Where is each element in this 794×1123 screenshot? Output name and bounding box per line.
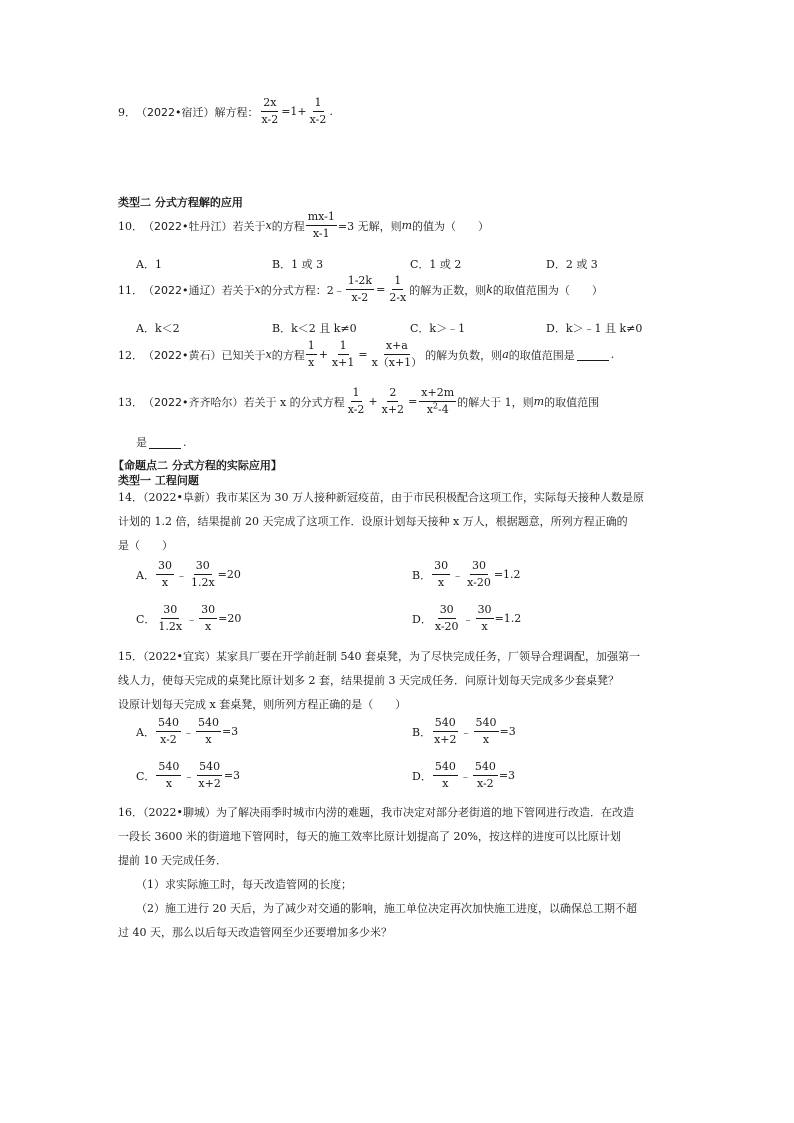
q11-option-c: C．k＞﹣1 bbox=[410, 322, 466, 335]
q14-d-minus: ﹣ bbox=[462, 612, 474, 626]
q13-fraction-2 bbox=[380, 386, 406, 417]
q14-b-frac1 bbox=[432, 559, 450, 590]
q14-d-frac2 bbox=[476, 603, 494, 634]
q15-d-minus: ﹣ bbox=[459, 769, 471, 783]
q14-c-label: C． bbox=[136, 612, 156, 626]
q15-option-b bbox=[412, 716, 516, 747]
q13-f1-den: x-2 bbox=[347, 403, 365, 416]
q14-d-frac1 bbox=[433, 603, 461, 634]
q13-plus: + bbox=[368, 395, 378, 408]
q13-line2 bbox=[136, 434, 187, 450]
q12-post: 的解为负数，则 bbox=[425, 348, 503, 362]
q15-d-n2: 540 bbox=[473, 760, 498, 776]
q16-line2: 一段长 3600 米的街道地下管网时，每天的施工效率比原计划提高了 20%，按这样的进度可以比原计划 bbox=[118, 830, 621, 843]
q11-option-d: D．k＞﹣1 且 k≠0 bbox=[546, 322, 643, 335]
q13-f3-den-sup: 2 bbox=[432, 401, 438, 411]
q15-option-d bbox=[412, 760, 515, 791]
q15-c-frac2 bbox=[196, 760, 222, 791]
q13-eq: = bbox=[408, 395, 418, 408]
q12-f2-num: 1 bbox=[338, 339, 349, 355]
q9-fraction-1 bbox=[259, 96, 280, 127]
q14-b-minus: ﹣ bbox=[452, 568, 464, 582]
q9-number: 9． bbox=[118, 105, 136, 119]
q11-post: 的解为正数，则 bbox=[409, 283, 487, 297]
q13-fraction-1 bbox=[346, 386, 367, 417]
q13-pre: 若关于 x 的分式方程 bbox=[243, 395, 345, 409]
q14-a-rhs: =20 bbox=[217, 568, 241, 581]
q16-line1: 16．（2022•聊城）为了解决雨季时城市内涝的难题，我市决定对部分老街道的地下管网进行改造．在改造 bbox=[118, 806, 634, 819]
q11-fraction-2 bbox=[387, 274, 408, 305]
q10-option-c: C．1 或 2 bbox=[410, 258, 462, 271]
q11-var2: k bbox=[486, 283, 493, 296]
q15-b-minus: ﹣ bbox=[460, 725, 472, 739]
q10-fraction bbox=[306, 210, 337, 241]
q10-var: x bbox=[265, 219, 272, 232]
q10-post2: 的值为（ ） bbox=[412, 219, 490, 233]
q14-c-rhs: =20 bbox=[218, 612, 242, 625]
q12-f3-num: x+a bbox=[384, 339, 410, 355]
q15-d-d1: x bbox=[442, 777, 449, 790]
q12-number: 12． bbox=[118, 348, 143, 362]
q13-end: . bbox=[183, 435, 187, 449]
q14-option-b bbox=[412, 559, 521, 590]
q14-c-minus: ﹣ bbox=[186, 612, 198, 626]
q15-d-frac2 bbox=[473, 760, 498, 791]
q11-mid: 的分式方程：2﹣ bbox=[260, 283, 345, 297]
q14-d-label: D． bbox=[412, 612, 432, 626]
q14-c-d2: x bbox=[205, 620, 212, 633]
q15-option-a bbox=[136, 716, 238, 747]
q13-f3-num: x+2m bbox=[419, 386, 456, 402]
q9-f2-den: x-2 bbox=[309, 113, 327, 126]
q14-d-rhs: =1.2 bbox=[494, 612, 522, 625]
type1-heading: 类型一 工程问题 bbox=[118, 474, 199, 487]
q14-c-n2: 30 bbox=[199, 603, 217, 619]
type2-heading: 类型二 分式方程解的应用 bbox=[118, 196, 243, 209]
q14-b-d1: x bbox=[437, 576, 445, 589]
q14-a-label: A． bbox=[136, 568, 155, 582]
q16-sub1: （1）求实际施工时，每天改造管网的长度； bbox=[136, 878, 352, 891]
q9-end: . bbox=[329, 105, 333, 118]
q11-post2: 的取值范围为（ ） bbox=[492, 283, 603, 297]
q11-f2-den: 2-x bbox=[389, 291, 407, 304]
q14-b-n1: 30 bbox=[432, 559, 450, 575]
q12-pre: 已知关于 bbox=[221, 348, 266, 362]
q14-line3: 是（ ） bbox=[118, 539, 173, 552]
q15-line3: 设原计划每天完成 x 套桌凳，则所列方程正确的是（ ） bbox=[118, 698, 407, 711]
q11-option-a: A．k＜2 bbox=[136, 322, 180, 335]
q11-number: 11． bbox=[118, 283, 143, 297]
q10-f-num: mx-1 bbox=[306, 210, 337, 226]
q12-var: x bbox=[265, 348, 272, 361]
q14-d-n2: 30 bbox=[476, 603, 494, 619]
q13-fraction-3 bbox=[419, 386, 456, 417]
q10-option-a: A．1 bbox=[136, 258, 162, 271]
q15-a-d2: x bbox=[205, 733, 212, 746]
q15-c-label: C． bbox=[136, 769, 156, 783]
q11-var: x bbox=[254, 283, 261, 296]
q15-c-d2: x+2 bbox=[198, 777, 221, 790]
q12-fraction-1 bbox=[306, 339, 317, 370]
q15-a-frac1 bbox=[156, 716, 181, 747]
q15-line1: 15．（2022•宜宾）某家具厂要在开学前赶制 540 套桌凳，为了尽快完成任务，厂领导合理调配，加强第一 bbox=[118, 650, 640, 663]
q15-line2: 线人力，使每天完成的桌凳比原计划多 2 套，结果提前 3 天完成任务．问原计划每天完成多少套桌凳？ bbox=[118, 674, 619, 687]
q15-option-c bbox=[136, 760, 240, 791]
q12-f3-den: x（x+1） bbox=[371, 356, 423, 369]
q15-c-frac1 bbox=[156, 760, 181, 791]
q11-eq: = bbox=[376, 283, 386, 296]
q11-f1-num: 1-2k bbox=[346, 274, 374, 290]
q15-c-d1: x bbox=[165, 777, 173, 790]
q13-number: 13． bbox=[118, 395, 143, 409]
q9-fraction-2 bbox=[308, 96, 329, 127]
q13-post2: 的取值范围 bbox=[544, 395, 600, 409]
q13-f1-num: 1 bbox=[351, 386, 362, 402]
q14-d-d1: x-20 bbox=[434, 620, 459, 633]
question-10 bbox=[118, 210, 489, 241]
q14-c-n1: 30 bbox=[161, 603, 179, 619]
question-9 bbox=[118, 96, 333, 127]
q16-sub2b: 过 40 天，那么以后每天改造管网至少还要增加多少米？ bbox=[118, 926, 392, 939]
q11-option-b: B．k＜2 且 k≠0 bbox=[272, 322, 357, 335]
q16-line3: 提前 10 天完成任务． bbox=[118, 854, 227, 867]
q14-a-d1: x bbox=[161, 576, 169, 589]
q12-fraction-3 bbox=[370, 339, 425, 370]
q12-eq: = bbox=[358, 348, 368, 361]
q14-a-n1: 30 bbox=[156, 559, 174, 575]
q12-fraction-2 bbox=[330, 339, 356, 370]
q15-a-n1: 540 bbox=[156, 716, 181, 732]
q14-d-d2: x bbox=[481, 620, 488, 633]
q13-f2-den: x+2 bbox=[381, 403, 405, 416]
q15-d-n1: 540 bbox=[433, 760, 458, 776]
q13-post: 的解大于 1，则 bbox=[457, 395, 534, 409]
q10-post: =3 无解，则 bbox=[337, 219, 402, 233]
q15-c-n2: 540 bbox=[197, 760, 222, 776]
q9-f2-num: 1 bbox=[313, 96, 324, 112]
q15-a-label: A． bbox=[136, 725, 155, 739]
topic2-heading: 【命题点二 分式方程的实际应用】 bbox=[113, 459, 282, 472]
q15-a-minus: ﹣ bbox=[182, 725, 194, 739]
q13-var2: m bbox=[533, 395, 545, 408]
q15-d-d2: x-2 bbox=[476, 777, 494, 790]
q15-b-rhs: =3 bbox=[499, 725, 516, 738]
q10-var2: m bbox=[401, 219, 413, 232]
q14-b-rhs: =1.2 bbox=[493, 568, 521, 581]
q9-text: 解方程： bbox=[214, 105, 259, 119]
q14-c-frac1 bbox=[156, 603, 184, 634]
q13-f3-den-b: -4 bbox=[438, 403, 449, 416]
question-12 bbox=[118, 339, 614, 370]
q15-b-n1: 540 bbox=[433, 716, 458, 732]
q13-f2-num: 2 bbox=[387, 386, 398, 402]
q14-a-frac1 bbox=[156, 559, 174, 590]
q14-a-d2: 1.2x bbox=[190, 576, 215, 589]
q10-number: 10． bbox=[118, 219, 143, 233]
q14-option-c bbox=[136, 603, 241, 634]
q12-f2-den: x+1 bbox=[331, 356, 355, 369]
q14-line1: 14．（2022•阜新）我市某区为 30 万人接种新冠疫苗，由于市民积极配合这项工作，实际每天接种人数是原 bbox=[118, 491, 644, 504]
q12-answer-blank[interactable] bbox=[577, 348, 609, 361]
q15-b-d2: x bbox=[482, 733, 490, 746]
q10-option-d: D．2 或 3 bbox=[546, 258, 598, 271]
q14-a-frac2 bbox=[189, 559, 217, 590]
q12-post2: 的取值范围是 bbox=[508, 348, 575, 362]
q14-b-frac2 bbox=[465, 559, 493, 590]
q15-a-d1: x-2 bbox=[160, 733, 177, 746]
q15-c-n1: 540 bbox=[156, 760, 181, 776]
q13-source: （2022•齐齐哈尔） bbox=[143, 395, 244, 409]
q10-option-b: B．1 或 3 bbox=[272, 258, 324, 271]
q9-source: （2022•宿迁） bbox=[136, 105, 215, 119]
q15-b-label: B． bbox=[412, 725, 432, 739]
q13-f3-den-a: x bbox=[426, 403, 433, 416]
q15-d-label: D． bbox=[412, 769, 432, 783]
q15-b-d1: x+2 bbox=[434, 733, 457, 746]
q12-f1-num: 1 bbox=[306, 339, 317, 355]
q14-option-a bbox=[136, 559, 241, 590]
question-11 bbox=[118, 274, 603, 305]
q15-d-frac1 bbox=[433, 760, 458, 791]
q9-f1-num: 2x bbox=[261, 96, 278, 112]
q15-c-minus: ﹣ bbox=[183, 769, 195, 783]
q14-line2: 计划的 1.2 倍，结果提前 20 天完成了这项工作．设原计划每天接种 x 万人，根据题意，所列方程正确的 bbox=[118, 515, 628, 528]
q13-answer-blank[interactable] bbox=[149, 436, 181, 449]
q14-b-d2: x-20 bbox=[467, 576, 491, 589]
q11-fraction-1 bbox=[346, 274, 374, 305]
q12-var2: a bbox=[502, 348, 509, 361]
q9-f1-den: x-2 bbox=[261, 113, 279, 126]
q11-pre: 若关于 bbox=[221, 283, 255, 297]
q16-sub2a: （2）施工进行 20 天后，为了减少对交通的影响，施工单位决定再次加快施工进度，以确保总工期不超 bbox=[136, 902, 637, 915]
q15-b-frac2 bbox=[474, 716, 499, 747]
q9-mid: =1+ bbox=[281, 105, 307, 118]
q12-source: （2022•黄石） bbox=[143, 348, 222, 362]
q14-b-n2: 30 bbox=[470, 559, 488, 575]
q14-option-d bbox=[412, 603, 521, 634]
q15-b-frac1 bbox=[432, 716, 458, 747]
q10-f-den: x-1 bbox=[312, 227, 330, 240]
q11-f2-num: 1 bbox=[392, 274, 403, 290]
q14-a-minus: ﹣ bbox=[175, 568, 187, 582]
q12-f1-den: x bbox=[308, 356, 315, 369]
q15-b-n2: 540 bbox=[474, 716, 499, 732]
q15-a-n2: 540 bbox=[196, 716, 221, 732]
q14-c-d1: 1.2x bbox=[158, 620, 183, 633]
q13-line2-text: 是 bbox=[136, 436, 147, 449]
q12-end: . bbox=[610, 348, 615, 361]
q15-d-rhs: =3 bbox=[498, 769, 516, 782]
q12-plus: + bbox=[318, 348, 328, 361]
question-13 bbox=[118, 386, 599, 417]
q13-f3-den bbox=[425, 402, 451, 417]
q15-a-frac2 bbox=[196, 716, 221, 747]
q15-c-rhs: =3 bbox=[223, 769, 241, 782]
q14-d-n1: 30 bbox=[438, 603, 456, 619]
q10-source: （2022•牡丹江） bbox=[143, 219, 233, 233]
q12-mid: 的方程 bbox=[271, 348, 305, 362]
q14-a-n2: 30 bbox=[194, 559, 212, 575]
q11-source: （2022•通辽） bbox=[143, 283, 222, 297]
q15-a-rhs: =3 bbox=[221, 725, 239, 738]
q10-pre: 若关于 bbox=[232, 219, 266, 233]
q11-f1-den: x-2 bbox=[351, 291, 369, 304]
q10-mid: 的方程 bbox=[271, 219, 305, 233]
q14-b-label: B． bbox=[412, 568, 432, 582]
q14-c-frac2 bbox=[199, 603, 217, 634]
